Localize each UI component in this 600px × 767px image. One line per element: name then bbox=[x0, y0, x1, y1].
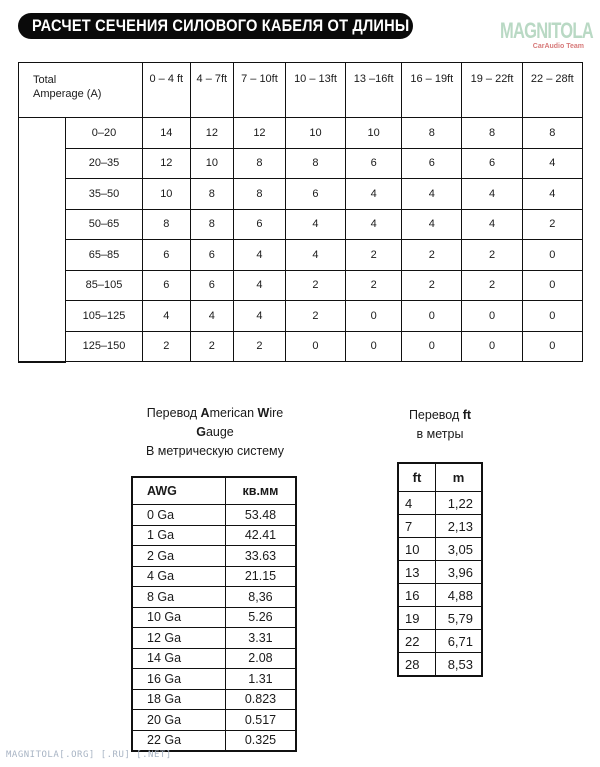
cable-gauge-table bbox=[18, 62, 583, 363]
gauge-value: 0 bbox=[402, 331, 462, 362]
gauge-value: 4 bbox=[234, 270, 286, 301]
awg-caption bbox=[120, 404, 310, 461]
table-header-row bbox=[132, 477, 296, 505]
table-row bbox=[19, 270, 583, 301]
gauge-value: 12 bbox=[143, 148, 191, 179]
amperage-range: 125–150 bbox=[66, 331, 143, 362]
gauge-value: 4 bbox=[234, 240, 286, 271]
gauge-value: 2 bbox=[346, 240, 402, 271]
gauge-value: 2 bbox=[285, 301, 345, 332]
sq-mm-value: 0.823 bbox=[225, 689, 296, 710]
gauge-value: 2 bbox=[143, 331, 191, 362]
table-header-row bbox=[398, 463, 482, 492]
gauge-value: 6 bbox=[190, 270, 233, 301]
gauge-value: 10 bbox=[190, 148, 233, 179]
column-header-length: 10 – 13ft bbox=[285, 63, 345, 118]
awg-gauge: 4 Ga bbox=[132, 566, 225, 587]
gauge-value: 0 bbox=[462, 331, 522, 362]
feet-value: 22 bbox=[398, 630, 436, 653]
awg-gauge: 12 Ga bbox=[132, 628, 225, 649]
table-row bbox=[398, 584, 482, 607]
table-row bbox=[132, 525, 296, 546]
awg-gauge: 16 Ga bbox=[132, 669, 225, 690]
gauge-value: 2 bbox=[285, 270, 345, 301]
meters-value: 5,79 bbox=[436, 607, 483, 630]
caption-text: A bbox=[200, 406, 210, 420]
gauge-value: 6 bbox=[462, 148, 522, 179]
table-row bbox=[132, 566, 296, 587]
gauge-value: 2 bbox=[462, 240, 522, 271]
gauge-value: 0 bbox=[346, 301, 402, 332]
amperage-range: 85–105 bbox=[66, 270, 143, 301]
gauge-value: 4 bbox=[402, 179, 462, 210]
table-row bbox=[398, 607, 482, 630]
ft-caption bbox=[385, 406, 495, 444]
gauge-value: 8 bbox=[143, 209, 191, 240]
awg-gauge: 8 Ga bbox=[132, 587, 225, 608]
gauge-value: 2 bbox=[234, 331, 286, 362]
page-title bbox=[18, 13, 413, 39]
table-row bbox=[19, 118, 583, 149]
gauge-value: 14 bbox=[143, 118, 191, 149]
corner-label-total: Total bbox=[33, 74, 57, 86]
table-row bbox=[132, 669, 296, 690]
feet-value: 13 bbox=[398, 561, 436, 584]
gauge-value: 4 bbox=[190, 301, 233, 332]
sq-mm-value: 42.41 bbox=[225, 525, 296, 546]
gauge-value: 0 bbox=[346, 331, 402, 362]
sq-mm-value: 0.325 bbox=[225, 730, 296, 751]
column-header-length: 13 –16ft bbox=[346, 63, 402, 118]
table-row bbox=[398, 653, 482, 677]
sq-mm-value: 0.517 bbox=[225, 710, 296, 731]
gauge-value: 8 bbox=[234, 148, 286, 179]
table-row bbox=[398, 515, 482, 538]
caption-text: Перевод bbox=[146, 406, 201, 420]
feet-value: 7 bbox=[398, 515, 436, 538]
awg-gauge: 14 Ga bbox=[132, 648, 225, 669]
gauge-value: 4 bbox=[522, 148, 582, 179]
table-row bbox=[398, 561, 482, 584]
gauge-value: 4 bbox=[234, 301, 286, 332]
meters-value: 2,13 bbox=[436, 515, 483, 538]
gauge-value: 0 bbox=[522, 240, 582, 271]
gauge-value: 4 bbox=[346, 209, 402, 240]
logo-team: CarAudio Team bbox=[532, 43, 584, 50]
caption-text: auge bbox=[205, 425, 234, 439]
corner-header bbox=[19, 63, 143, 118]
header-sq-mm: кв.мм bbox=[225, 477, 296, 505]
caption-text: W bbox=[257, 406, 270, 420]
gauge-value: 0 bbox=[522, 331, 582, 362]
table-row bbox=[19, 331, 583, 362]
gauge-value: 6 bbox=[143, 270, 191, 301]
gauge-value: 12 bbox=[190, 118, 233, 149]
gauge-value: 4 bbox=[462, 179, 522, 210]
caption-text: ire bbox=[269, 406, 284, 420]
meters-value: 3,05 bbox=[436, 538, 483, 561]
table-row bbox=[19, 240, 583, 271]
magnitola-logo bbox=[500, 18, 592, 58]
gauge-value: 4 bbox=[462, 209, 522, 240]
awg-gauge: 22 Ga bbox=[132, 730, 225, 751]
caption-text: Перевод bbox=[408, 408, 463, 422]
amperage-range: 65–85 bbox=[66, 240, 143, 271]
gauge-value: 8 bbox=[522, 118, 582, 149]
page-title-text: РАСЧЕТ СЕЧЕНИЯ СИЛОВОГО КАБЕЛЯ ОТ ДЛИНЫ bbox=[32, 16, 410, 35]
meters-value: 1,22 bbox=[436, 492, 483, 515]
awg-gauge: 18 Ga bbox=[132, 689, 225, 710]
amperage-range: 35–50 bbox=[66, 179, 143, 210]
gauge-value: 6 bbox=[402, 148, 462, 179]
meters-value: 8,53 bbox=[436, 653, 483, 677]
gauge-value: 8 bbox=[402, 118, 462, 149]
gauge-value: 0 bbox=[522, 270, 582, 301]
gauge-value: 2 bbox=[346, 270, 402, 301]
table-row bbox=[132, 628, 296, 649]
meters-value: 6,71 bbox=[436, 630, 483, 653]
table-row bbox=[132, 607, 296, 628]
gauge-value: 8 bbox=[462, 118, 522, 149]
footer-watermark: MAGNITOLA[.ORG] [.RU] [.NET] bbox=[6, 750, 172, 760]
gauge-value: 2 bbox=[522, 209, 582, 240]
feet-value: 28 bbox=[398, 653, 436, 677]
header-m: m bbox=[436, 463, 483, 492]
sq-mm-value: 21.15 bbox=[225, 566, 296, 587]
feet-value: 16 bbox=[398, 584, 436, 607]
sq-mm-value: 53.48 bbox=[225, 505, 296, 526]
amperage-range: 0–20 bbox=[66, 118, 143, 149]
gauge-value: 2 bbox=[190, 331, 233, 362]
amperage-range: 50–65 bbox=[66, 209, 143, 240]
table-row bbox=[398, 630, 482, 653]
sq-mm-value: 8,36 bbox=[225, 587, 296, 608]
feet-value: 4 bbox=[398, 492, 436, 515]
amperage-range: 20–35 bbox=[66, 148, 143, 179]
table-row bbox=[132, 730, 296, 751]
gauge-value: 0 bbox=[522, 301, 582, 332]
gauge-value: 2 bbox=[402, 240, 462, 271]
table-row bbox=[19, 148, 583, 179]
gauge-value: 4 bbox=[402, 209, 462, 240]
table-row bbox=[398, 492, 482, 515]
column-header-length: 0 – 4 ft bbox=[143, 63, 191, 118]
awg-gauge: 10 Ga bbox=[132, 607, 225, 628]
gauge-value: 0 bbox=[462, 301, 522, 332]
gauge-value: 12 bbox=[234, 118, 286, 149]
gauge-value: 4 bbox=[285, 209, 345, 240]
ft-to-meters-table bbox=[397, 462, 483, 677]
gauge-value: 10 bbox=[143, 179, 191, 210]
meters-value: 4,88 bbox=[436, 584, 483, 607]
table-row bbox=[19, 301, 583, 332]
gauge-value: 10 bbox=[285, 118, 345, 149]
gauge-value: 0 bbox=[285, 331, 345, 362]
gauge-value: 6 bbox=[143, 240, 191, 271]
column-header-length: 7 – 10ft bbox=[234, 63, 286, 118]
awg-conversion-table bbox=[131, 476, 297, 752]
feet-value: 10 bbox=[398, 538, 436, 561]
table-row bbox=[132, 710, 296, 731]
gauge-value: 0 bbox=[402, 301, 462, 332]
table-row bbox=[398, 538, 482, 561]
blank-cell bbox=[19, 118, 66, 362]
column-header-length: 16 – 19ft bbox=[402, 63, 462, 118]
sq-mm-value: 33.63 bbox=[225, 546, 296, 567]
gauge-value: 2 bbox=[462, 270, 522, 301]
caption-text: В метрическую систему bbox=[145, 444, 285, 458]
awg-gauge: 20 Ga bbox=[132, 710, 225, 731]
gauge-value: 4 bbox=[143, 301, 191, 332]
table-row bbox=[19, 179, 583, 210]
table-row bbox=[132, 546, 296, 567]
caption-text: merican bbox=[209, 406, 258, 420]
column-header-length: 19 – 22ft bbox=[462, 63, 522, 118]
sq-mm-value: 5.26 bbox=[225, 607, 296, 628]
caption-text: ft bbox=[462, 408, 472, 422]
amperage-range: 105–125 bbox=[66, 301, 143, 332]
table-row bbox=[132, 505, 296, 526]
column-header-length: 22 – 28ft bbox=[522, 63, 582, 118]
caption-text: G bbox=[196, 425, 206, 439]
header-ft: ft bbox=[398, 463, 436, 492]
table-row bbox=[132, 648, 296, 669]
gauge-value: 6 bbox=[190, 240, 233, 271]
gauge-value: 6 bbox=[285, 179, 345, 210]
gauge-value: 8 bbox=[285, 148, 345, 179]
gauge-value: 6 bbox=[346, 148, 402, 179]
gauge-value: 8 bbox=[234, 179, 286, 210]
gauge-value: 8 bbox=[190, 209, 233, 240]
table-row bbox=[132, 587, 296, 608]
header-awg: AWG bbox=[132, 477, 225, 505]
table-header-row bbox=[19, 63, 583, 118]
gauge-value: 4 bbox=[346, 179, 402, 210]
corner-label-amperage: Amperage (A) bbox=[33, 88, 102, 100]
gauge-value: 8 bbox=[190, 179, 233, 210]
awg-gauge: 0 Ga bbox=[132, 505, 225, 526]
gauge-value: 6 bbox=[234, 209, 286, 240]
table-row bbox=[132, 689, 296, 710]
sq-mm-value: 3.31 bbox=[225, 628, 296, 649]
gauge-value: 4 bbox=[285, 240, 345, 271]
meters-value: 3,96 bbox=[436, 561, 483, 584]
awg-gauge: 1 Ga bbox=[132, 525, 225, 546]
sq-mm-value: 1.31 bbox=[225, 669, 296, 690]
sq-mm-value: 2.08 bbox=[225, 648, 296, 669]
feet-value: 19 bbox=[398, 607, 436, 630]
awg-gauge: 2 Ga bbox=[132, 546, 225, 567]
table-row bbox=[19, 209, 583, 240]
gauge-value: 4 bbox=[522, 179, 582, 210]
gauge-value: 10 bbox=[346, 118, 402, 149]
gauge-value: 2 bbox=[402, 270, 462, 301]
caption-text: в метры bbox=[416, 427, 464, 441]
logo-word: MAGNITOLA bbox=[500, 18, 593, 43]
column-header-length: 4 – 7ft bbox=[190, 63, 233, 118]
